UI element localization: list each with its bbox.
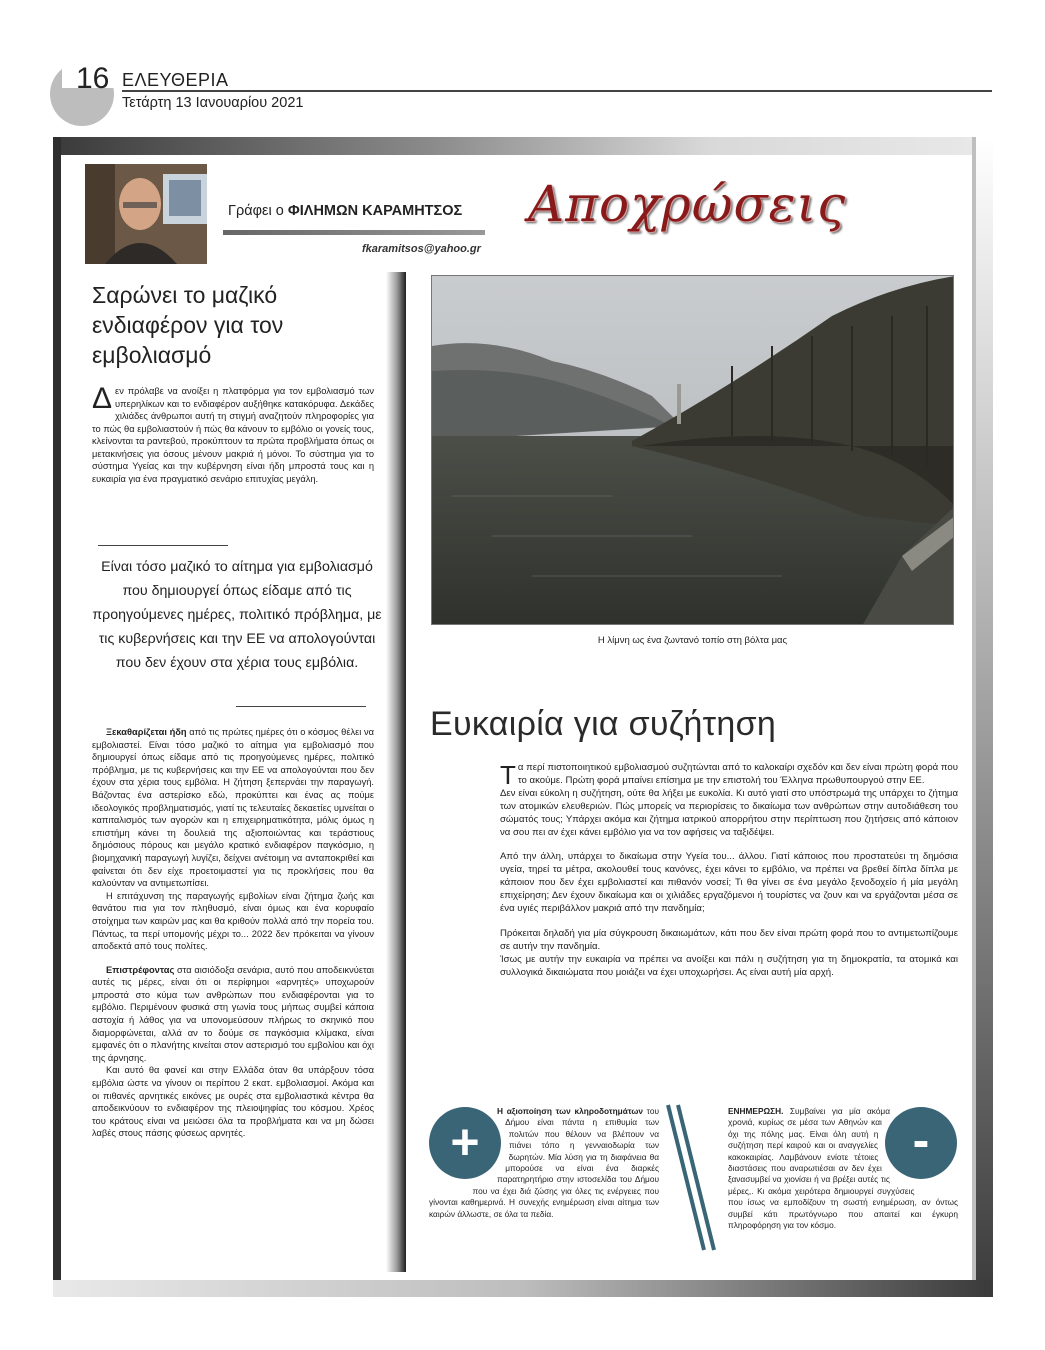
paragraph: Και αυτό θα φανεί και στην Ελλάδα όταν θα υπάρξουν τόσα εμβόλια ώστε να γίνουν οι περίπου 2 εκατ. εμβολιασμοί. Ακόμα και οι πιθανές αρνητικές εικόνες με ουρές στα εμβολιαστικά κέντρα θα αποδεικνύουν το ενδιαφέρον της πλειοψηφίας του κόσμου. Χρέος του κράτους είναι να μειώσει όλα τα προβλήματα και να μη δώσει λαβές στους πάσης φύσεως αρνητές. xyxy=(92,1065,374,1139)
author-email: fkaramitsos@yahoo.gr xyxy=(362,243,481,255)
byline-prefix: Γράφει ο xyxy=(228,203,284,219)
paragraph: Πρόκειται δηλαδή για μία σύγκρουση δικαιωμάτων, κάτι που δεν είναι πρώτη φορά που το αντιμετωπίζουμε σε αυτήν την πανδημία. xyxy=(500,927,958,952)
plus-box-bold: Η αξιοποίηση των κληροδοτημάτων xyxy=(496,1106,643,1116)
minus-icon: - xyxy=(885,1107,957,1179)
byline xyxy=(228,203,462,219)
left-article-body xyxy=(92,726,374,1140)
paragraph: Δεν είναι εύκολη η συζήτηση, ούτε θα λήξει με ευκολία. Κι αυτό γιατί στο υπόστρωμά της υπάρχει το ζήτημα των ατομικών ελευθεριών. Πώς μπορείς να περιορίσεις το δικαίωμα των ανθρώπων στην αυτοδιάθεση του σώματός τους; Υπάρχει ακόμα και ζήτημα ιατρικού απορρήτου στην περίπτωση που ζητήσεις από κάποιον να σου πει αν έχει κάνει εμβόλιο για να τον αφήσεις να ταξιδέψει. xyxy=(500,787,958,838)
lake-photo xyxy=(431,275,954,625)
column-divider-bar xyxy=(386,272,406,1272)
header-rule xyxy=(122,90,992,92)
paragraph: Ίσως με αυτήν την ευκαιρία να πρέπει να ανοίξει και πάλι η συζήτηση για τη δημοκρατία, τα ατομικά και συλλογικά δικαιώματα που μοιάζει να έχει υποχωρήσει. Ας είναι αυτή μία αρχή. xyxy=(500,953,958,978)
frame-left-bar xyxy=(53,137,61,1297)
frame-top-bar xyxy=(53,137,993,155)
paragraph-lead-bold: Επιστρέφοντας xyxy=(106,964,175,975)
lead-text: εν πρόλαβε να ανοίξει η πλατφόρμα για τον εμβολιασμό των υπερηλίκων και το ενδιαφέρον αυξήθηκε κατακόρυφα. Δεκάδες χιλιάδες άνθρωποι αυτή τη στιγμή αναζητούν πληροφορίες για το πώς θα εμβολιαστούν ή πώς θα κάνουν το εμβόλιο οι γονείς τους, κλείνονται τα ραντεβού, προκύπτουν τα πρώτα προβλήματα όπως οι μετακινήσεις για όσους μένουν μακριά ή μόνοι. Το σύστημα για το σύστημα Υγείας και την κυβέρνηση είναι ήδη μπροστά τους και η ευκαιρία για ένα πραγματικό σενάριο επιτυχίας μεγάλη. xyxy=(92,386,374,484)
newspaper-name: ΕΛΕΥΘΕΡΙΑ xyxy=(122,70,229,90)
minus-box-bold: ΕΝΗΜΕΡΩΣΗ. xyxy=(728,1106,784,1116)
paragraph xyxy=(92,964,374,1065)
main-dropcap: Τ xyxy=(500,760,516,790)
author-name: ΦΙΛΗΜΩΝ ΚΑΡΑΜΗΤΣΟΣ xyxy=(287,203,463,219)
divider-slash-icon xyxy=(660,1100,720,1260)
left-article-title: Σαρώνει το μαζικό ενδιαφέρον για τον εμβολιασμό xyxy=(92,282,284,368)
page-number: 16 xyxy=(76,62,110,95)
author-photo xyxy=(85,164,207,264)
left-article-lead xyxy=(92,382,374,485)
minus-box-text: Συμβαίνει για μία ακόμα χρονιά, κυρίως σε μέσα των Αθηνών και όχι της πόλης μας. Είναι όλη αυτή η συζήτηση περί καιρού και οι αναγγελίες κακοκαιρίας. Λαμβάνουν ενίοτε τέτοιες διαστάσεις που αναρωτιέσαι αν δεν έχει ξανασυμβεί να χιονίσει ή να βρέξει αυτές τις μέρες,. Κι ακόμα χειρότερα δημιουργεί συγχύσεις που ίσως να εμποδίζουν τη σωστή ενημέρωση, αν όντως συμβεί κάτι πρωτόγνωρο που απαιτεί και έγκυρη πληροφόρηση για τον κόσμο. xyxy=(728,1106,958,1231)
photo-caption: Η λίμνη ως ένα ζωντανό τοπίο στη βόλτα μας xyxy=(597,635,788,646)
main-article-title: Ευκαιρία για συζήτηση xyxy=(430,705,777,743)
plus-icon: + xyxy=(429,1107,501,1179)
pull-quote: Είναι τόσο μαζικό το αίτημα για εμβολιασμό που δημιουργεί όπως είδαμε από τις προηγούμενες ημέρες, πολιτικό πρόβλημα, με τις κυβερνήσεις και την ΕΕ να απολογούνται που δεν έχουν στα χέρια τους εμβόλια. xyxy=(92,559,382,671)
paragraph: Από την άλλη, υπάρχει το δικαίωμα στην Υγεία του... άλλου. Γιατί κάποιος που προστατεύει τη δημόσια υγεία, τηρεί τα μέτρα, ακολουθεί τους κανόνες, έχει κάνει το εμβόλιο, να πρέπει να βρεθεί δίπλα δίπλα με κάποιον που δεν έχει εμβολιαστεί και πιθανόν νοσεί; Τι θα γίνει σε ένα μεγάλο ξενοδοχείο ή μία μεγάλη επιχείρηση; Δεν έχουν δικαίωμα και οι χιλιάδες εργαζόμενοι ή τουρίστες να ζουν και να εργάζονται μέσα σε ένα υγιές περιβάλλον μακριά από την πανδημία; xyxy=(500,851,958,915)
frame-right-edge xyxy=(972,137,976,1297)
lead-dropcap: Δ xyxy=(92,382,113,415)
pull-quote-rule-bottom xyxy=(236,706,366,707)
column-title-logo: Αποχρώσεις xyxy=(528,175,847,233)
pull-quote-rule-top xyxy=(98,545,228,546)
paragraph: Η επιτάχυνση της παραγωγής εμβολίων είναι ζήτημα ζωής και θανάτου πια για τον πληθυσμό, είναι όμως και ένα κορυφαίο στοίχημα των καιρών μας και θα κριθούν πολλά από την πορεία του. Πάντως, τα περί υπομονής μέχρι το... 2022 δεν πρόκειται να γίνουν αποδεκτά από τους πολίτες. xyxy=(92,890,374,952)
paragraph xyxy=(92,726,374,890)
paragraph-text: από τις πρώτες ημέρες ότι ο κόσμος θέλει να εμβολιαστεί. Είναι τόσο μαζικό το αίτημα για εμβολιασμό που δημιουργεί όπως είδαμε από τις προηγούμενες ημέρες, πολιτικό πρόβλημα, με τις κυβερνήσεις και την ΕΕ να απολογούνται που δεν έχουν στα χέρια τους εμβόλια. Η ζήτηση ξεπερνάει την παραγωγή. Βάζοντας ένα αστερίσκο εδώ, προκύπτει και ένας ας πούμε ιδεολογικός προβληματισμός, γιατί τις τελευταίες δεκαετίες υμνείται ο καπιταλισμός των αγορών και η επιχειρηματικότητα, μόλις όμως η επιστήμη κάνει τη δουλειά της αξιοποιώντας και τεράστιους δημόσιους πόρους και μεγάλο κρατικό ενδιαφέρον παγκόσμιο, η βιομηχανική παραγωγή λυγίζει, δείχνει ανέτοιμη να ανταποκριθεί και φαίνεται ότι δεν είχε προετοιμαστεί για τις προκλήσεις που θα καλούνταν να αντιμετωπίσει. xyxy=(92,727,375,889)
paragraph xyxy=(500,762,958,788)
issue-date: Τετάρτη 13 Ιανουαρίου 2021 xyxy=(122,95,304,111)
frame-bottom-bar xyxy=(53,1280,993,1297)
byline-rule xyxy=(223,230,485,235)
main-article-body xyxy=(500,762,958,980)
paragraph-text: στα αισιόδοξα σενάρια, αυτό που αποδεικνύεται αυτές τις μέρες, είναι ότι οι περίφημοι «αρνητές» υποχωρούν μπροστά στο κύμα των ανθρώπων που ενδιαφέρονται για το εμβόλιο. Περιμένουν φυσικά στη γωνία τους μήπως συμβεί κάποια αστοχία ή λάθος για να υπονομεύσουν πλήρως το σκηνικό που διαμορφώνεται, αλλά αν το δούμε σε παγκόσμια κλίμακα, είναι εμφανές ότι ο πλανήτης κινείται στον αστερισμό του εμβολίου και όχι της άρνησης. xyxy=(92,964,374,1063)
paragraph-text: α περί πιστοποιητικού εμβολιασμού συζητώνται από το καλοκαίρι σχεδόν και δεν είναι πρώτη φορά που το ακούμε. Πρώτη φορά μπαίνει επίσημα με την επιστολή του Έλληνα πρωθυπουργού στην ΕΕ. xyxy=(517,762,958,786)
paragraph-lead-bold: Ξεκαθαρίζεται ήδη xyxy=(106,727,187,737)
plus-box-text: του Δήμου είναι πάντα η επιθυμία των πολιτών που θέλουν να βλέπουν να πιάνει τόπο η γενναιοδωρία των δωρητών. Μία λύση για τη διαφάνεια θα μπορούσε να είναι ένα διαρκές παρατηρητήριο στην ιστοσελίδα του Δήμου που να έχει διά ζώσης για όλες τις ενέργειες που γίνονται καθημερινά. Η συνεχής ενημέρωση είναι αίτημα των καιρών άλλωστε, σε όλα τα πεδία. xyxy=(429,1106,659,1219)
